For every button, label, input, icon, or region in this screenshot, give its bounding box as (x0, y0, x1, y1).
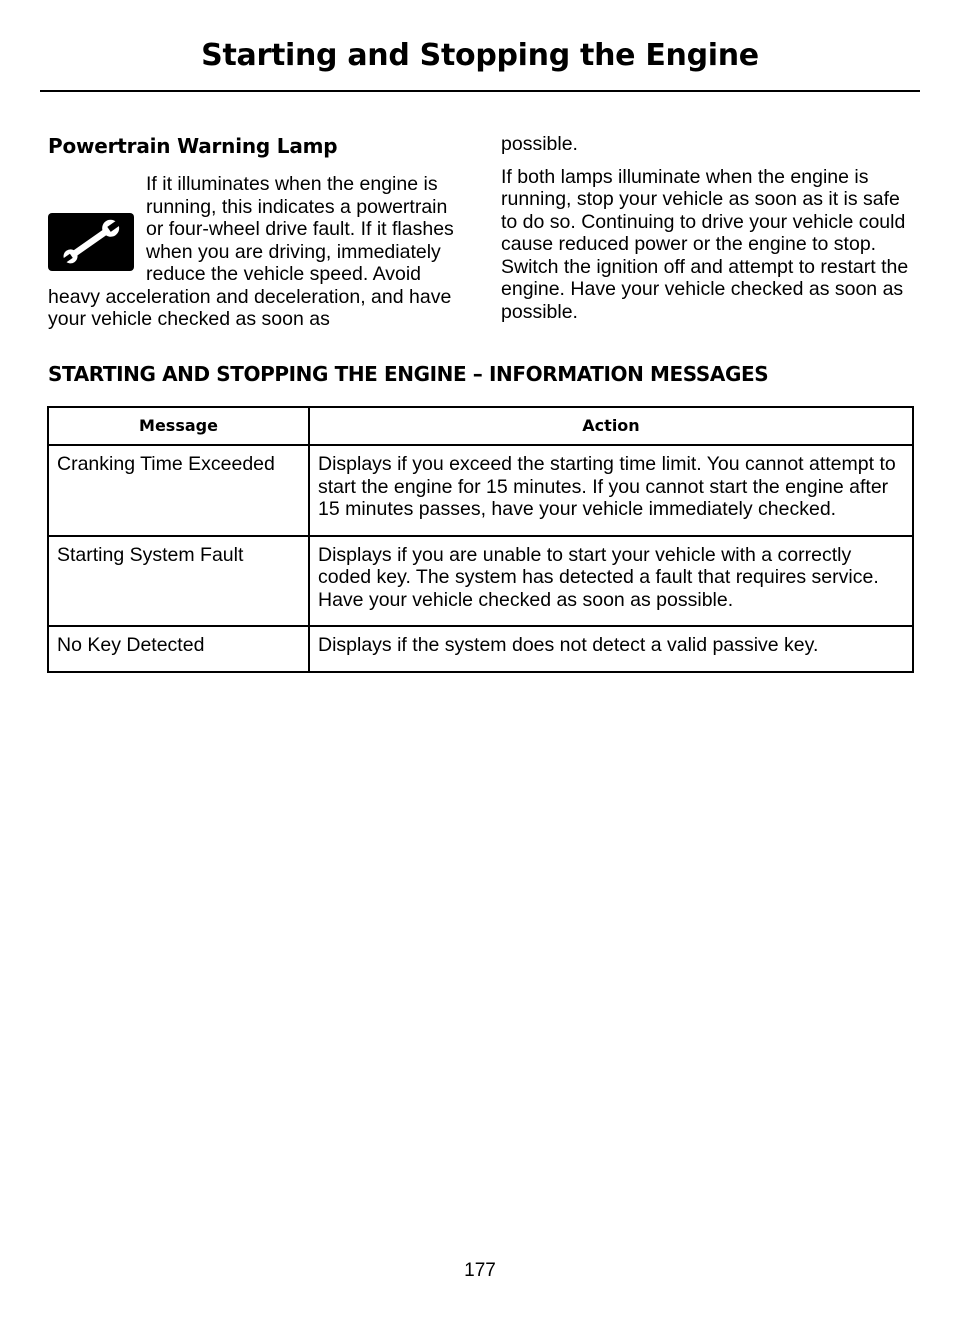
header-divider (40, 90, 920, 92)
section-heading-information-messages: STARTING AND STOPPING THE ENGINE – INFORMATION MESSAGES (48, 362, 769, 386)
action-cell: Displays if the system does not detect a valid passive key. (309, 626, 913, 672)
both-lamps-paragraph: If both lamps illuminate when the engine is running, stop your vehicle as soon as it is safe to do so. Continuing to drive your vehicle could cause reduced power or the engine to stop. Switch the ignition off and attempt to restart the engine. Have your vehicle checked as soon as possible. (501, 165, 909, 323)
column-header-action: Action (309, 407, 913, 445)
action-cell: Displays if you exceed the starting time limit. You cannot attempt to start the engine for 15 minutes. If you cannot start the engine after 15 minutes passes, have your vehicle immediately checked. (309, 445, 913, 536)
column-header-message: Message (48, 407, 309, 445)
message-cell: Cranking Time Exceeded (48, 445, 309, 536)
table-row (48, 626, 913, 672)
chapter-title: Starting and Stopping the Engine (201, 38, 759, 73)
action-cell: Displays if you are unable to start your vehicle with a correctly coded key. The system has detected a fault that requires service. Have your vehicle checked as soon as possible. (309, 536, 913, 627)
right-column (501, 133, 916, 333)
information-messages-table (47, 406, 914, 673)
section-heading-powertrain: Powertrain Warning Lamp (48, 134, 338, 158)
powertrain-description: If it illuminates when the engine is running, this indicates a powertrain or four-wheel drive fault. If it flashes when you are driving, immediately reduce the vehicle speed. Avoid heavy acceleration and deceleration, and have your vehicle checked as soon as (48, 173, 454, 330)
powertrain-continuation: possible. (501, 133, 578, 155)
powertrain-paragraph-block (48, 173, 468, 331)
table-row (48, 445, 913, 536)
page-number: 177 (464, 1260, 496, 1281)
left-column (48, 133, 468, 341)
table-row (48, 536, 913, 627)
table-header-row (48, 407, 913, 445)
message-cell: Starting System Fault (48, 536, 309, 627)
wrench-icon (48, 213, 134, 271)
message-cell: No Key Detected (48, 626, 309, 672)
